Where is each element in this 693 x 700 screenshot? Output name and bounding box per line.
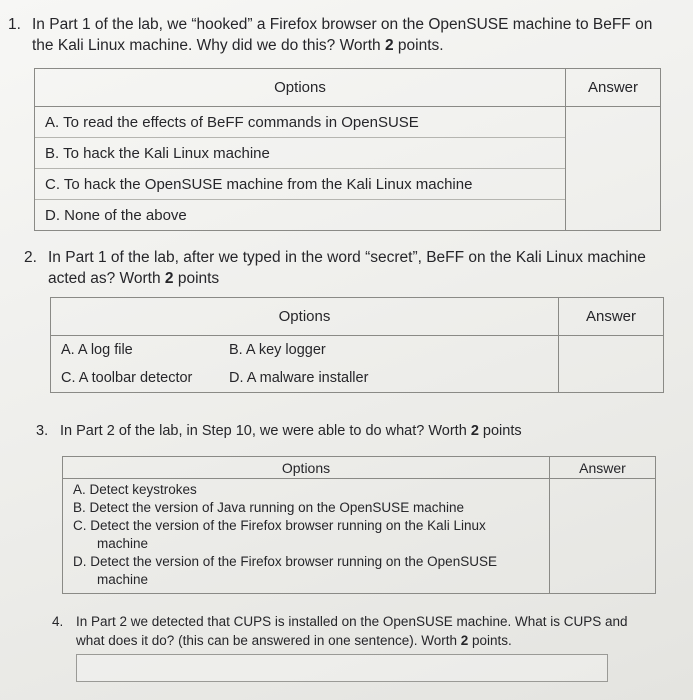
question-number: 3.: [36, 423, 49, 439]
answer-input-cell[interactable]: [566, 107, 661, 231]
answer-input-cell[interactable]: [550, 479, 656, 594]
answer-header: Answer: [566, 69, 661, 107]
option-a: A. Detect keystrokes: [73, 482, 197, 497]
question-text: In Part 2 we detected that CUPS is installed on the OpenSUSE machine. What is CUPS and what does it do? (this can be answered in one sentence). Worth 2 points.: [76, 614, 628, 648]
answer-input-cell[interactable]: [559, 336, 664, 393]
option-a: A. A log file: [61, 342, 133, 358]
option-d: D. A malware installer: [229, 370, 369, 386]
options-cell: [63, 479, 550, 594]
answer-text-box[interactable]: [76, 654, 608, 682]
option-c: C. Detect the version of the Firefox browser running on the Kali Linux machine: [73, 518, 486, 551]
option-b: B. A key logger: [229, 342, 326, 358]
answer-header: Answer: [550, 457, 656, 479]
option-d: D. None of the above: [45, 206, 187, 224]
answer-header: Answer: [559, 298, 664, 336]
option-c: C. A toolbar detector: [61, 370, 193, 386]
question-2-table: [50, 297, 664, 393]
question-number: 1.: [8, 16, 21, 33]
question-4: [52, 612, 642, 650]
options-header: Options: [35, 69, 566, 107]
question-text: In Part 2 of the lab, in Step 10, we were able to do what? Worth 2 points: [60, 423, 522, 439]
question-1: [8, 14, 668, 56]
question-3: [36, 421, 656, 442]
question-1-table: [34, 68, 661, 231]
question-number: 2.: [24, 249, 37, 266]
option-d: D. Detect the version of the Firefox browser running on the OpenSUSE machine: [73, 554, 497, 587]
option-b: B. To hack the Kali Linux machine: [35, 138, 565, 169]
question-3-table: [62, 456, 656, 594]
option-a: A. To read the effects of BeFF commands in OpenSUSE: [35, 107, 565, 138]
question-text: In Part 1 of the lab, after we typed in the word “secret”, BeFF on the Kali Linux machine acted as? Worth 2 points: [48, 249, 646, 287]
question-2: [24, 247, 654, 289]
options-cell: [35, 107, 566, 231]
option-b: B. Detect the version of Java running on the OpenSUSE machine: [73, 500, 464, 515]
options-header: Options: [63, 457, 550, 479]
question-text: In Part 1 of the lab, we “hooked” a Firefox browser on the OpenSUSE machine to BeFF on the Kali Linux machine. Why did we do this? Worth 2 points.: [32, 16, 653, 54]
options-cell: [51, 336, 559, 393]
option-c: C. To hack the OpenSUSE machine from the Kali Linux machine: [35, 169, 565, 200]
options-header: Options: [51, 298, 559, 336]
question-number: 4.: [52, 614, 64, 629]
